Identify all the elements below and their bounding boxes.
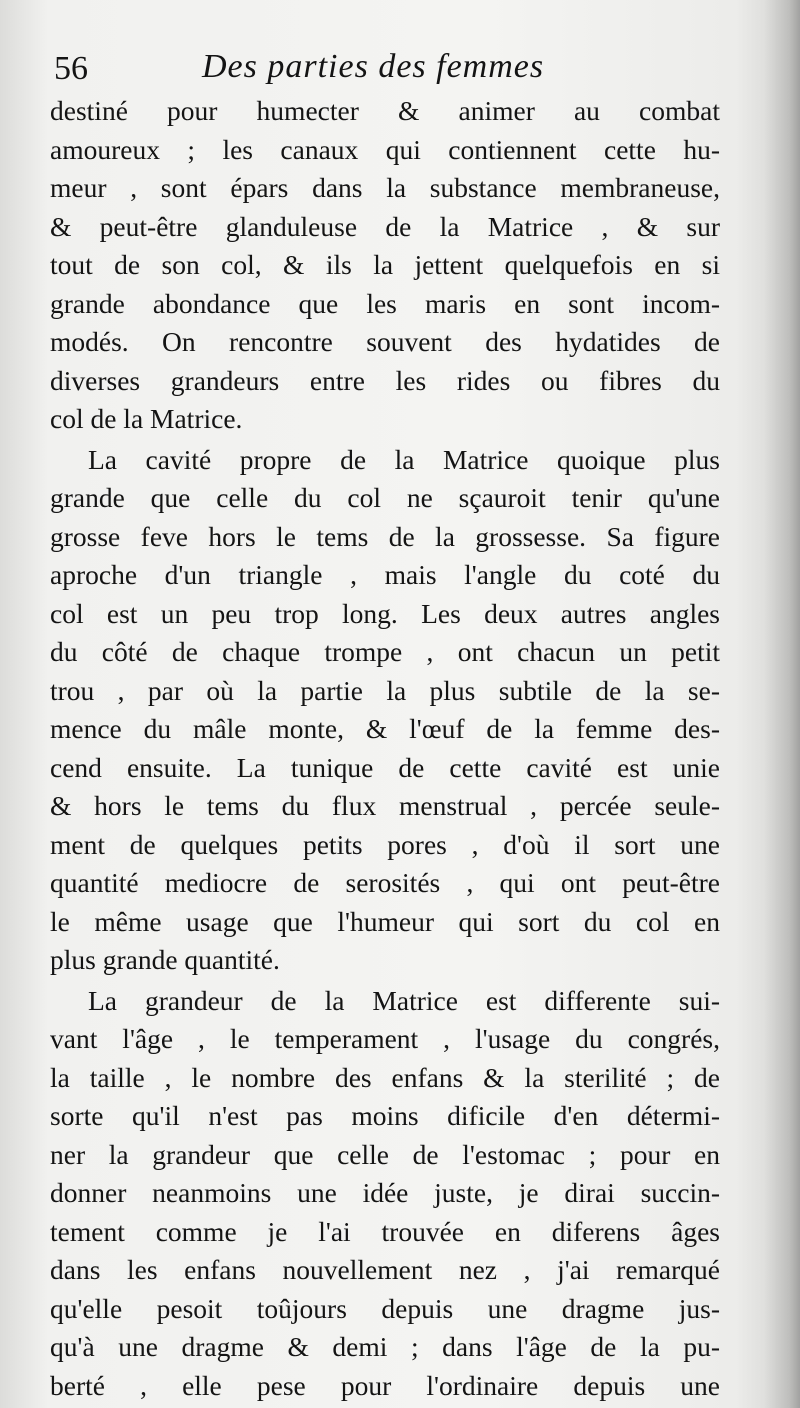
text-line: meur , sont épars dans la substance membraneuse, <box>50 172 720 203</box>
text-line: col est un peu trop long. Les deux autres angles <box>50 597 720 629</box>
text-line: & peut-être glanduleuse de la Matrice , & sur <box>50 210 720 242</box>
text-line: tout de son col, & ils la jettent quelquefois en si <box>50 249 720 280</box>
text-line: mence du mâle monte, & l'œuf de la femme des- <box>50 713 720 744</box>
text-line: destiné pour humecter & animer au combat <box>50 95 720 126</box>
text-line: quantité mediocre de serosités , qui ont peut-être <box>50 867 720 898</box>
text-line: tement comme je l'ai trouvée en diferens âges <box>50 1215 720 1247</box>
text-line: le même usage que l'humeur qui sort du col en <box>50 905 720 937</box>
text-line: grosse feve hors le tems de la grossesse. Sa figure <box>50 520 720 552</box>
text-line: sorte qu'il n'est pas moins dificile d'en détermi- <box>50 1100 720 1131</box>
page-number: 56 <box>54 50 88 87</box>
text-line: la taille , le nombre des enfans & la sterilité ; de <box>50 1061 720 1093</box>
text-line: donner neanmoins une idée juste, je dirai succin- <box>50 1177 720 1208</box>
paragraph-start: La cavité propre de la Matrice quoique plus <box>88 443 720 475</box>
text-line: berté , elle pese pour l'ordinaire depuis une <box>50 1369 720 1401</box>
body-text <box>50 92 720 1405</box>
text-line: qu'à une dragme & demi ; dans l'âge de la pu- <box>50 1331 720 1362</box>
page-edge-shadow <box>764 0 800 1408</box>
text-line: qu'elle pesoit toûjours depuis une dragme jus- <box>50 1292 720 1324</box>
text-line: col de la Matrice. <box>50 403 243 434</box>
text-line: aproche d'un triangle , mais l'angle du coté du <box>50 559 720 590</box>
text-line: cend ensuite. La tunique de cette cavité est unie <box>50 751 720 783</box>
text-line: diverses grandeurs entre les rides ou fibres du <box>50 364 720 396</box>
text-line: ner la grandeur que celle de l'estomac ; pour en <box>50 1138 720 1170</box>
text-line: trou , par où la partie la plus subtile de la se- <box>50 674 720 706</box>
running-title: Des parties des femmes <box>202 48 545 85</box>
paragraph-start: La grandeur de la Matrice est differente sui- <box>88 984 720 1016</box>
text-line: grande abondance que les maris en sont incom- <box>50 287 720 319</box>
text-line: amoureux ; les canaux qui contiennent cette hu- <box>50 133 720 165</box>
text-line: vant l'âge , le temperament , l'usage du congrés, <box>50 1023 720 1054</box>
text-line: du côté de chaque trompe , ont chacun un petit <box>50 636 720 667</box>
text-line: modés. On rencontre souvent des hydatides de <box>50 326 720 357</box>
text-line: plus grande quantité. <box>50 944 280 975</box>
text-line: ment de quelques petits pores , d'où il sort une <box>50 828 720 860</box>
text-line: & hors le tems du flux menstrual , percée seule- <box>50 790 720 821</box>
text-line: dans les enfans nouvellement nez , j'ai remarqué <box>50 1254 720 1285</box>
text-line: grande que celle du col ne sçauroit tenir qu'une <box>50 482 720 513</box>
